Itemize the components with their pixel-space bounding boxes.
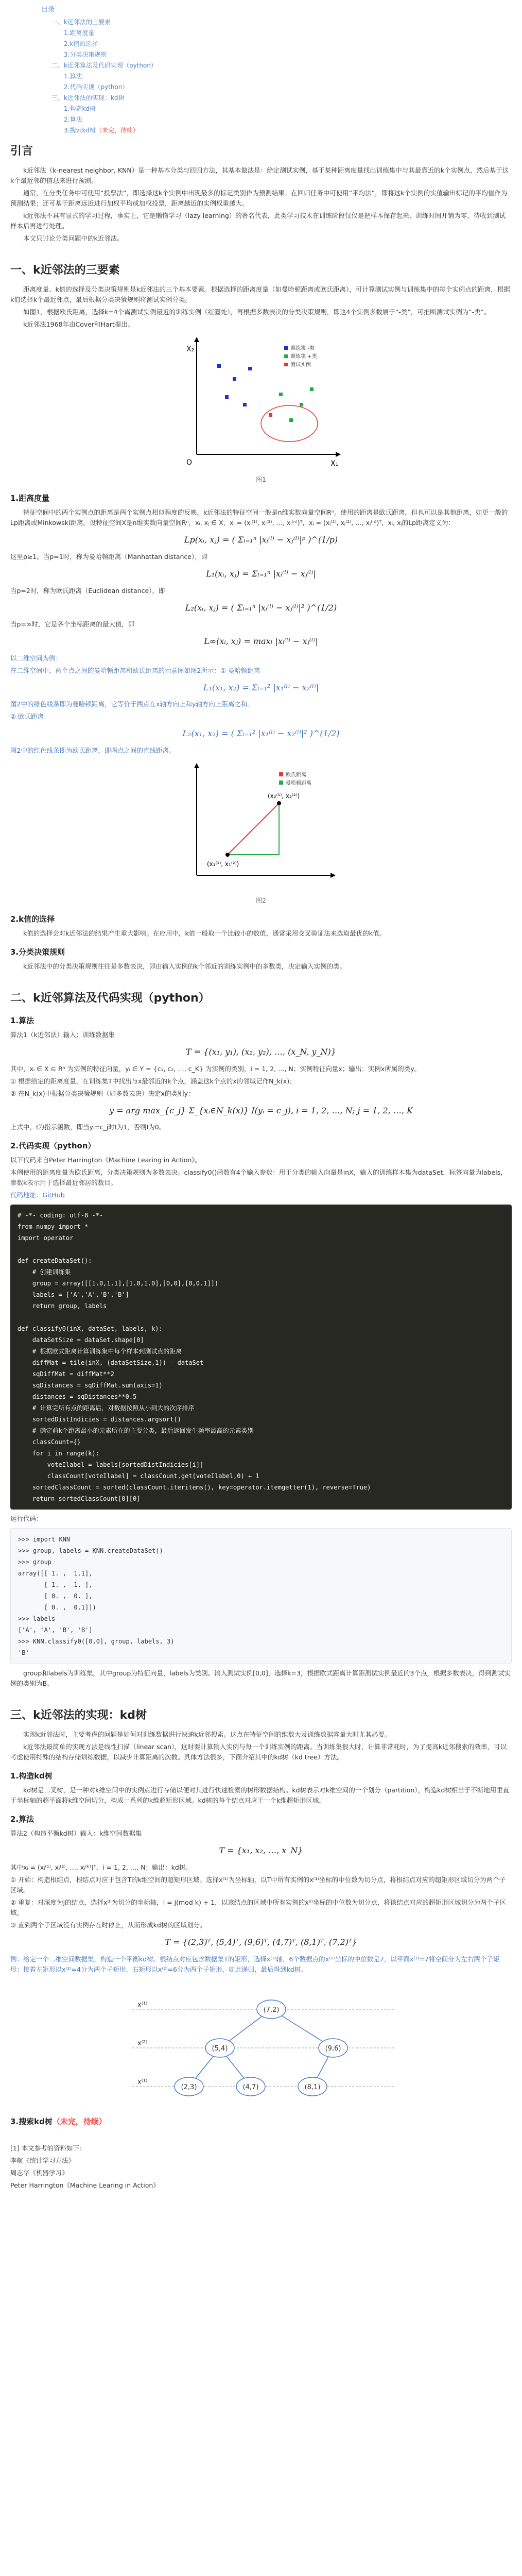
s3-2-step1: ① 开始：构造根结点，根结点对应于包含T的k维空间的超矩形区域。选择x⁽¹⁾为坐标轴，以T中所有实例的x⁽¹⁾坐标的中位数为切分点，将根结点对应的超矩形区域切分为两个子区域。 [10, 1876, 506, 1894]
s1-1-example-4: 图2中的红色线条即为欧氏距离，即两点之间的直线距离。 [10, 746, 176, 754]
tree-node-left [205, 2039, 234, 2057]
s3-paragraph-2: k近邻法最简单的实现方法是线性扫描（linear scan），这时要计算输入实例与每一个训练实例的距离。当训练集很大时，计算非常耗时，为了提高k近邻搜索的效率，可以考虑使用特殊的结构存储训练数据，以减少计算距离的次数。具体方法很多，下面介绍其中的kd树（kd tree）方法。 [10, 1743, 507, 1761]
s3-1-paragraph: kd树是二叉树，是一种对k维空间中的实例点进行存储以便对其进行快速检索的树形数据结构。kd树表示对k维空间的一个划分（partition），构造kd树相当于不断地用垂直于坐标轴的超平面将k维空间切分，构成一系列的k维超矩形区域。kd树的每个结点对应于一个k维超矩形区域。 [10, 1786, 510, 1805]
s3-1-heading: 1.构造kd树 [10, 1771, 53, 1781]
s3-paragraph-1: 实现k近邻法时，主要考虑的问题是如何对训练数据进行快速k近邻搜索。这点在特征空间的维数大及训练数据容量大时尤其必要。 [23, 1731, 391, 1739]
class-b-points [279, 387, 314, 422]
svg-text:(x₁⁽¹⁾, x₁⁽²⁾): (x₁⁽¹⁾, x₁⁽²⁾) [207, 860, 239, 868]
formula-vote: y = arg max_{c_j} Σ_{xᵢ∈N_k(x)} I(yᵢ = c_j), i = 1, 2, …, N; j = 1, 2, …, K [109, 1105, 413, 1115]
s1-1-example-title: 以二维空间为例： [10, 654, 62, 662]
section-3-heading: 三、k近邻法的实现：kd树 [10, 1709, 147, 1722]
figure-2-caption: 图2 [256, 896, 266, 904]
s1-1-heading: 1.距离度量 [10, 494, 50, 503]
figure-1-caption: 图1 [256, 476, 266, 484]
s2-2-run-label: 运行代码： [10, 1515, 43, 1523]
formula-manhattan: L₁(x₁, x₂) = Σₗ₌₁² |x₁⁽ˡ⁾ − x₂⁽ˡ⁾| [203, 682, 319, 692]
s2-1-note: 上式中，I为指示函数，即当yᵢ=c_j时I为1，否则I为0。 [10, 1123, 166, 1131]
x-arrow-icon [336, 452, 341, 457]
toc-item-11[interactable] [41, 125, 479, 136]
s3-2-step3: ③ 直到两个子区域没有实例存在时停止，从而形成kd树的区域划分。 [10, 1921, 206, 1929]
s1-1-example-1: 在二维空间中，两个点之间的曼哈顿距离和欧氏距离的示意图如图2所示：① 曼哈顿距离 [10, 666, 260, 674]
s3-2-heading: 2.算法 [10, 1815, 34, 1824]
tree-node-root [257, 2000, 286, 2019]
s3-2-example-text: 例：给定一个二维空间数据集，构造一个平衡kd树。根结点对应包含数据集T的矩形，选择x⁽¹⁾轴，6个数据点的x⁽¹⁾坐标的中位数是7，以平面x⁽¹⁾=7将空间分为左右两个子矩形；接着左矩形以x⁽²⁾=4分为两个子矩形，右矩形以x⁽²⁾=6分为两个子矩形，如此递归，最后得到kd树。 [10, 1955, 500, 1973]
origin-letter: O [186, 459, 193, 467]
s2-2-explanation: group和labels为训练集，其中group为特征向量，labels为类别。输入测试实例[0,0]，选择k=3，根据欧式距离计算距测试实例最近的3个点，根据多数表决，得到测试实例的类别为B。 [10, 1669, 511, 1688]
s2-2-desc: 本例使用的距离度量为欧氏距离，分类决策规则为多数表决。classify0()函数有4个输入参数：用于分类的输入向量是inX，输入的训练样本集为dataSet，标签向量为labels，参数k表示用于选择最近邻居的数目。 [10, 1168, 507, 1187]
s1-1-p4: 当p=∞时，它是各个坐标距离的最大值，即 [10, 620, 135, 629]
svg-text:x⁽²⁾: x⁽²⁾ [137, 2039, 148, 2047]
s2-1-step1: ① 根据给定的距离度量，在训练集T中找出与x最邻近的k个点，涵盖这k个点的x的邻域记作N_k(x)； [10, 1077, 296, 1085]
section-1-heading: 一、k近邻法的三要素 [10, 264, 120, 277]
s2-1-heading: 1.算法 [10, 1016, 34, 1026]
toc-item-2[interactable]: 1.距离度量 [64, 29, 95, 37]
y-axis-letter: X₂ [186, 345, 195, 354]
s1-1-example-3: ② 欧氏距离 [10, 713, 44, 721]
toc-item-1[interactable]: 一、k近邻法的三要素 [51, 18, 111, 26]
toc-item-9[interactable]: 1.构造kd树 [64, 105, 96, 112]
table-of-contents [41, 5, 479, 136]
s1-2-heading: 2.k值的选择 [10, 914, 55, 924]
toc-item-11-note: （未完，待续） [96, 126, 140, 134]
y-arrow-icon-2 [194, 763, 199, 768]
s1-paragraph-1: 距离度量、k值的选择及分类决策规则是k近邻法的三个基本要素。根据选择的距离度量（如曼哈顿距离或欧氏距离），可计算测试实例与训练集中的每个实例点的距离，根据k值选择k个最近邻点，最后根据分类决策规则将测试实例分类。 [10, 285, 510, 304]
x-arrow-icon-2 [330, 873, 336, 878]
class-a-points [217, 364, 252, 406]
svg-text:x⁽¹⁾: x⁽¹⁾ [137, 2001, 148, 2009]
intro-paragraph-4: 本文只讨论分类问题中的k近邻法。 [23, 234, 124, 243]
toc-item-8[interactable]: 三、k近邻法的实现：kd树 [51, 94, 125, 101]
intro-heading: 引言 [10, 145, 33, 158]
s3-2-step2: ② 重复：对深度为j的结点，选择x⁽ˡ⁾为切分的坐标轴，l = j(mod k) + 1，以该结点的区域中所有实例的x⁽ˡ⁾坐标的中位数为切分点，将该结点对应的超矩形区域切分为两个子区域。 [10, 1899, 506, 1917]
formula-lp: Lp(xᵢ, xⱼ) = ( Σₗ₌₁ⁿ |xᵢ⁽ˡ⁾ − xⱼ⁽ˡ⁾|ᵖ )^(1/p) [184, 535, 338, 545]
intro-paragraph-1: k近邻法（k-nearest neighbor, KNN）是一种基本分类与回归方法，其基本做法是：给定测试实例，基于某种距离度量找出训练集中与其最靠近的k个实例点，然后基于这k个最近邻的信息来进行预测。 [10, 166, 509, 185]
s2-2-heading: 2.代码实现（python） [10, 1141, 96, 1151]
svg-text:训练集 +类: 训练集 +类 [290, 354, 317, 360]
toc-item-10[interactable]: 2.算法 [64, 115, 82, 123]
formula-l2: L₂(xᵢ, xⱼ) = ( Σₗ₌₁ⁿ |xᵢ⁽ˡ⁾ − xⱼ⁽ˡ⁾|² )^(1/2) [185, 602, 337, 613]
s1-3-paragraph: k近邻法中的分类决策规则往往是多数表决，即由输入实例的k个邻近的训练实例中的多数类，决定输入实例的类。 [23, 962, 346, 970]
formula-linf: L∞(xᵢ, xⱼ) = maxₗ |xᵢ⁽ˡ⁾ − xⱼ⁽ˡ⁾| [204, 636, 318, 647]
s2-1-desc: 其中，xᵢ ∈ X ⊆ Rⁿ 为实例的特征向量，yᵢ ∈ Y = {c₁, c₂, …, c_K} 为实例的类别，i = 1, 2, …, N；实例特征向量x；输出：实例x所属的类y。 [10, 1064, 421, 1073]
euclid-line [228, 803, 279, 855]
svg-text:x⁽¹⁾: x⁽¹⁾ [137, 2078, 148, 2086]
svg-text:(5,4): (5,4) [212, 2044, 228, 2053]
x-axis-letter: X₁ [330, 460, 339, 468]
code-block-knn: # -*- coding: utf-8 -*- from numpy import * import operator def createDataSet(): # 创建训练集 group = array([[1.0,1.1],[1.0,1.0],[0,0],[0,0.1]]) labels = ['A','A','B','B'] return group, labels def classify0(inX, dataSet, labels, k): dataSetSize = dataSet.shape[0] # 根据欧式距离计算训练集中每个样本到测试点的距离 diffMat = tile(inX, (dataSetSize,1)) - dataSet sqDiffMat = diffMat**2 sqDistances = sqDiffMat.sum(axis=1) distances = sqDistances**0.5 # 计算完所有点的距离后，对数据按照从小到大的次序排序 sortedDistIndicies = distances.argsort() # 确定前k个距离最小的元素所在的主要分类，最后返回发生频率最高的元素类别 classCount={} for i in range(k): voteIlabel = labels[sortedDistIndicies[i]] classCount[voteIlabel] = classCount.get(voteIlabel,0) + 1 sortedClassCount = sorted(classCount.iteritems(), key=operator.itemgetter(1), reverse=True) return sortedClassCount[0][0] [10, 1205, 512, 1510]
figure-1 [10, 336, 512, 485]
svg-text:曼哈顿距离: 曼哈顿距离 [286, 780, 311, 786]
legend-2 [279, 771, 311, 786]
refs-3: Peter Harrington《Machine Learing in Action》 [10, 2181, 160, 2190]
kd-tree-svg [117, 1981, 405, 2105]
s1-1-p3: 当p=2时，称为欧氏距离（Euclidean distance），即 [10, 586, 165, 595]
svg-text:(9,6): (9,6) [325, 2044, 341, 2053]
code-block-run: >>> import KNN >>> group, labels = KNN.createDataSet() >>> group array([[ 1. , 1.1], [ 1. , 1. ], [ 0. , 0. ], [ 0. , 0.1]]) >>> labels ['A', 'A', 'B', 'B'] >>> KNN.classify0([0,0], group, labels, 3) 'B' [10, 1528, 512, 1664]
article-content [10, 142, 512, 2193]
svg-text:训练集 -类: 训练集 -类 [290, 346, 315, 352]
toc-item-7[interactable]: 2.代码实现（python） [64, 83, 129, 91]
formula-example-set: T = {(2,3)ᵀ, (5,4)ᵀ, (9,6)ᵀ, (4,7)ᵀ, (8,1)ᵀ, (7,2)ᵀ} [165, 1937, 357, 1947]
formula-t: T = {x₁, x₂, …, x_N} [219, 1845, 303, 1856]
toc-item-4[interactable]: 3.分类决策规则 [64, 50, 107, 58]
s1-2-paragraph: k值的选择会对k近邻法的结果产生重大影响。在应用中，k值一般取一个比较小的数值，通常采用交叉验证法来选取最优的k值。 [23, 929, 386, 937]
s3-3-heading: 3.搜索kd树（未完，待续） [10, 2117, 107, 2127]
toc-item-5[interactable]: 二、k近邻算法及代码实现（python） [51, 61, 157, 69]
refs-1: 李航《统计学习方法》 [10, 2157, 75, 2165]
formula-l1: L₁(xᵢ, xⱼ) = Σₗ₌₁ⁿ |xᵢ⁽ˡ⁾ − xⱼ⁽ˡ⁾| [206, 568, 316, 579]
query-point [269, 413, 272, 417]
intro-paragraph-2: 通常，在分类任务中可使用“投票法”，即选择这k个实例中出现最多的标记类别作为预测结果；在回归任务中可使用“平均法”，即将这k个实例的实值输出标记的平均值作为预测结果；还可基于距离远近进行加权平均或加权投票，距离越近的实例权重越大。 [10, 189, 508, 208]
svg-text:测试实例: 测试实例 [290, 362, 311, 368]
svg-text:(x₂⁽¹⁾, x₂⁽²⁾): (x₂⁽¹⁾, x₂⁽²⁾) [268, 792, 300, 800]
formula-dataset: T = {(x₁, y₁), (x₂, y₂), …, (x_N, y_N)} [186, 1047, 336, 1057]
s1-3-heading: 3.分类决策规则 [10, 947, 65, 957]
s1-paragraph-2: 如图1，根据欧氏距离，选择k=4个离测试实例最近的训练实例（红圈处），再根据多数表决的分类决策规则，即这4个实例多数属于“-类”，可推断测试实例为“-类”。 [23, 308, 491, 316]
y-arrow-icon [194, 337, 199, 342]
refs-2: 周志华《机器学习》 [10, 2169, 68, 2177]
figure-2 [10, 762, 512, 906]
s1-1-p2: 这里p≥1。当p=1时，称为曼哈顿距离（Manhattan distance），即 [10, 552, 208, 561]
svg-text:(8,1): (8,1) [304, 2083, 321, 2091]
s1-1-example-2: 图2中的绿色线条即为曼哈顿距离，它等价于两点在x轴方向上和y轴方向上距离之和。 [10, 700, 254, 708]
scatter-figure [176, 336, 346, 470]
toc-item-6[interactable]: 1.算法 [64, 72, 82, 80]
section-2-heading: 二、k近邻算法及代码实现（python） [10, 991, 210, 1005]
toc-title: 目录 [41, 6, 55, 14]
s1-paragraph-3: k近邻法1968年由Cover和Hart提出。 [23, 320, 134, 329]
formula-euclid: L₂(x₁, x₂) = ( Σₗ₌₁² |x₁⁽ˡ⁾ − x₂⁽ˡ⁾|² )^(1/2) [182, 728, 340, 739]
tree-node-lr [236, 2077, 265, 2096]
s3-2-input: 算法2（构造平衡kd树）输入：k维空间数据集 [10, 1829, 142, 1838]
svg-text:(4,7): (4,7) [242, 2083, 259, 2091]
tree-node-ll [175, 2077, 203, 2096]
figure-kd-tree [10, 1981, 512, 2109]
toc-item-11-text: 3.搜索kd树 [64, 126, 96, 134]
svg-text:(7,2): (7,2) [263, 2006, 280, 2014]
svg-text:欧氏距离: 欧氏距离 [286, 772, 306, 778]
legend [284, 345, 317, 368]
s3-2-desc: 其中xᵢ = (xᵢ⁽¹⁾, xᵢ⁽²⁾, …, xᵢ⁽ᵏ⁾)ᵀ，i = 1, 2, …, N；输出：kd树。 [10, 1863, 192, 1872]
svg-text:(2,3): (2,3) [181, 2083, 197, 2091]
refs-title: [1] 本文参考的资料如下： [10, 2144, 86, 2153]
toc-item-3[interactable]: 2.k值的选择 [64, 40, 98, 47]
distance-figure [176, 762, 346, 891]
s2-2-ref: 以下代码来自Peter Harrington《Machine Learing in Action》。 [10, 1156, 202, 1164]
tree-node-rl [298, 2077, 327, 2096]
s2-1-step2: ② 在N_k(x)中根据分类决策规则（如多数表决）决定x的类别y： [10, 1089, 195, 1097]
tree-node-right [319, 2039, 347, 2057]
s2-1-input: 算法1（k近邻法）输入：训练数据集 [10, 1031, 115, 1039]
neighbor-circle [261, 405, 318, 442]
s2-2-link[interactable]: 代码地址：GitHub [10, 1191, 65, 1199]
intro-paragraph-3: k近邻法不具有显式的学习过程，事实上，它是懒惰学习（lazy learning）的著名代表，此类学习技术在训练阶段仅仅是把样本保存起来，训练时间开销为零，待收到测试样本后再进行处理。 [10, 212, 506, 230]
s1-1-paragraph-1: 特征空间中的两个实例点的距离是两个实例点相似程度的反映。k近邻法的特征空间一般是n维实数向量空间Rⁿ。使用的距离是欧氏距离，但也可以是其他距离，如更一般的Lp距离或Minkowski距离。设特征空间X是n维实数向量空间Rⁿ，xᵢ, xⱼ ∈ X，xᵢ = (xᵢ⁽¹⁾, xᵢ⁽²⁾, …, xᵢ⁽ⁿ⁾)ᵀ，xⱼ = (xⱼ⁽¹⁾, xⱼ⁽²⁾, …, xⱼ⁽ⁿ⁾)ᵀ，xᵢ, xⱼ的Lp距离定义为： [10, 509, 508, 527]
